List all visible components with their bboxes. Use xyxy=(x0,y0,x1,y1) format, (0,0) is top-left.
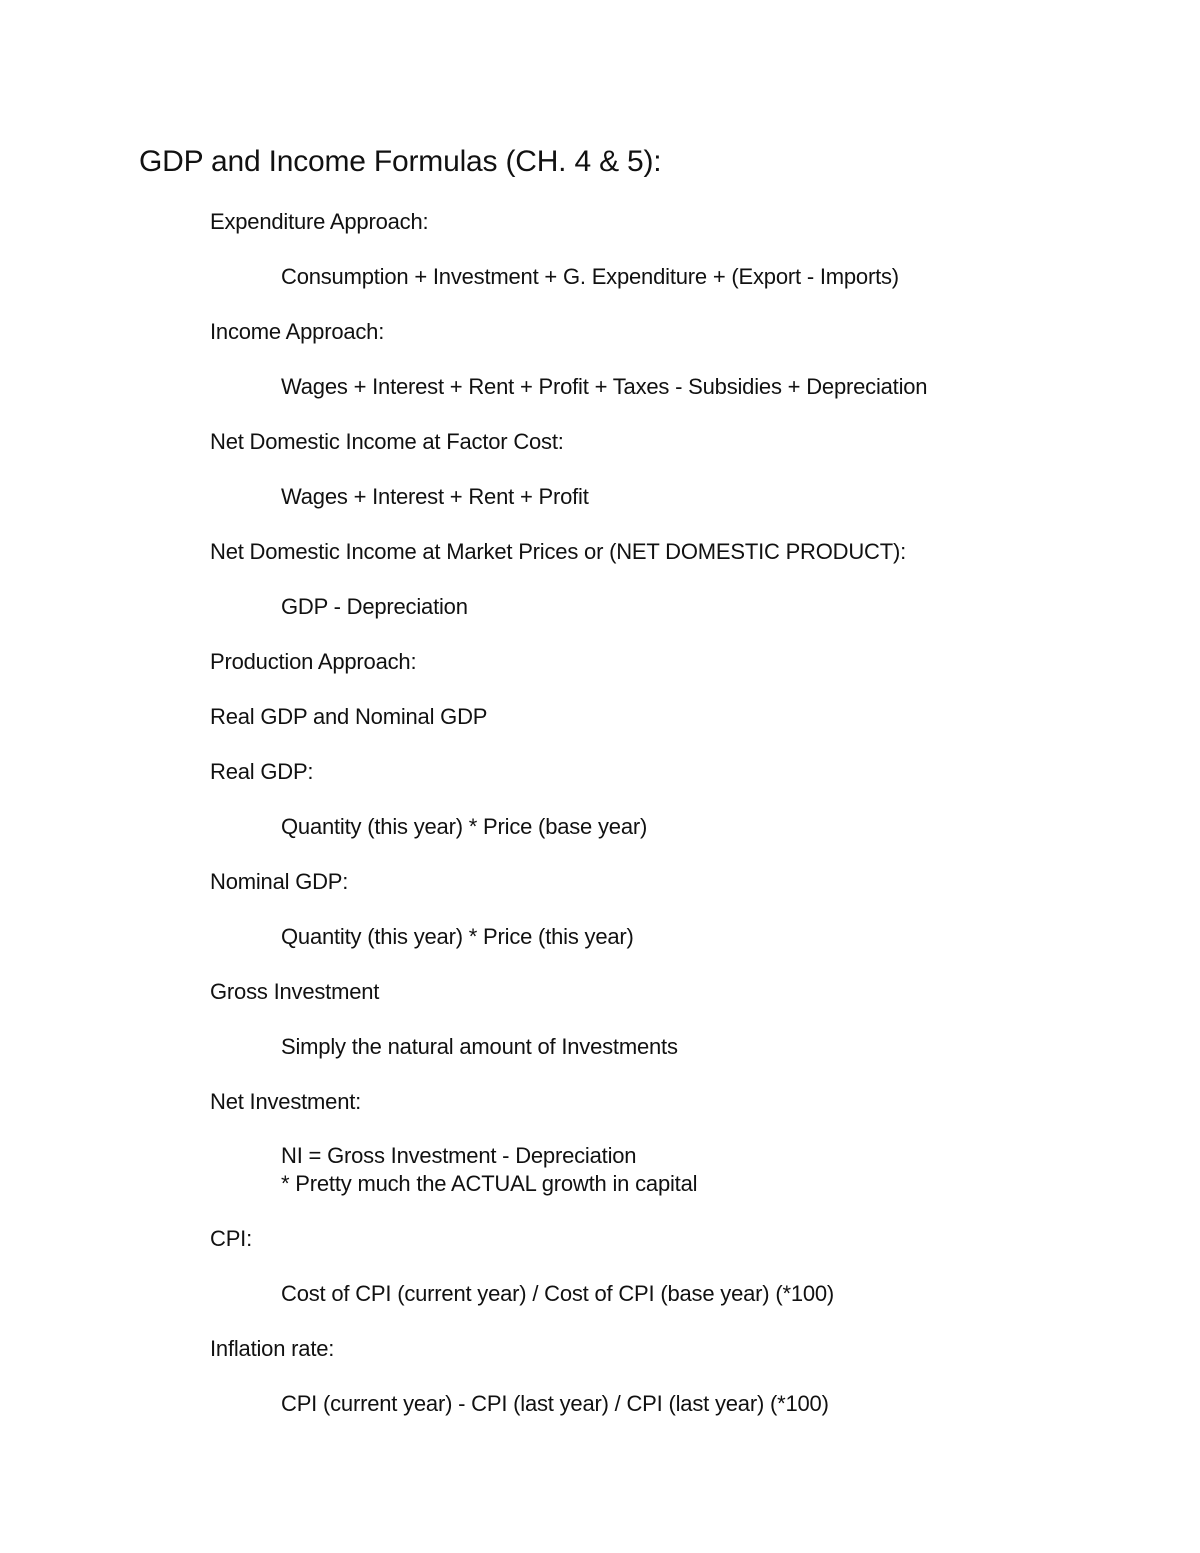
section-heading-expenditure: Expenditure Approach: xyxy=(210,209,429,234)
formula-nominal-gdp: Quantity (this year) * Price (this year) xyxy=(281,924,634,949)
section-heading-nominal-gdp: Nominal GDP: xyxy=(210,869,349,894)
section-heading-ndi-market-prices: Net Domestic Income at Market Prices or (NET DOMESTIC PRODUCT): xyxy=(210,539,906,564)
formula-expenditure: Consumption + Investment + G. Expenditure + (Export - Imports) xyxy=(281,264,899,289)
section-heading-ndi-factor-cost: Net Domestic Income at Factor Cost: xyxy=(210,429,564,454)
formula-net-investment: NI = Gross Investment - Depreciation xyxy=(281,1143,637,1168)
formula-real-gdp: Quantity (this year) * Price (base year) xyxy=(281,814,648,839)
formula-income: Wages + Interest + Rent + Profit + Taxes - Subsidies + Depreciation xyxy=(281,374,928,399)
section-heading-income: Income Approach: xyxy=(210,319,385,344)
formula-gross-investment: Simply the natural amount of Investments xyxy=(281,1034,678,1059)
section-heading-net-investment: Net Investment: xyxy=(210,1089,362,1114)
formula-ndi-factor-cost: Wages + Interest + Rent + Profit xyxy=(281,484,589,509)
page-title: GDP and Income Formulas (CH. 4 & 5): xyxy=(139,145,662,178)
section-heading-production: Production Approach: xyxy=(210,649,417,674)
note-net-investment: * Pretty much the ACTUAL growth in capital xyxy=(281,1171,698,1196)
section-heading-real-nominal: Real GDP and Nominal GDP xyxy=(210,704,488,729)
section-heading-inflation: Inflation rate: xyxy=(210,1336,335,1361)
section-heading-gross-investment: Gross Investment xyxy=(210,979,380,1004)
formula-inflation: CPI (current year) - CPI (last year) / CPI (last year) (*100) xyxy=(281,1391,829,1416)
section-heading-real-gdp: Real GDP: xyxy=(210,759,314,784)
section-heading-cpi: CPI: xyxy=(210,1226,252,1251)
formula-cpi: Cost of CPI (current year) / Cost of CPI (base year) (*100) xyxy=(281,1281,835,1306)
formula-ndi-market-prices: GDP - Depreciation xyxy=(281,594,468,619)
